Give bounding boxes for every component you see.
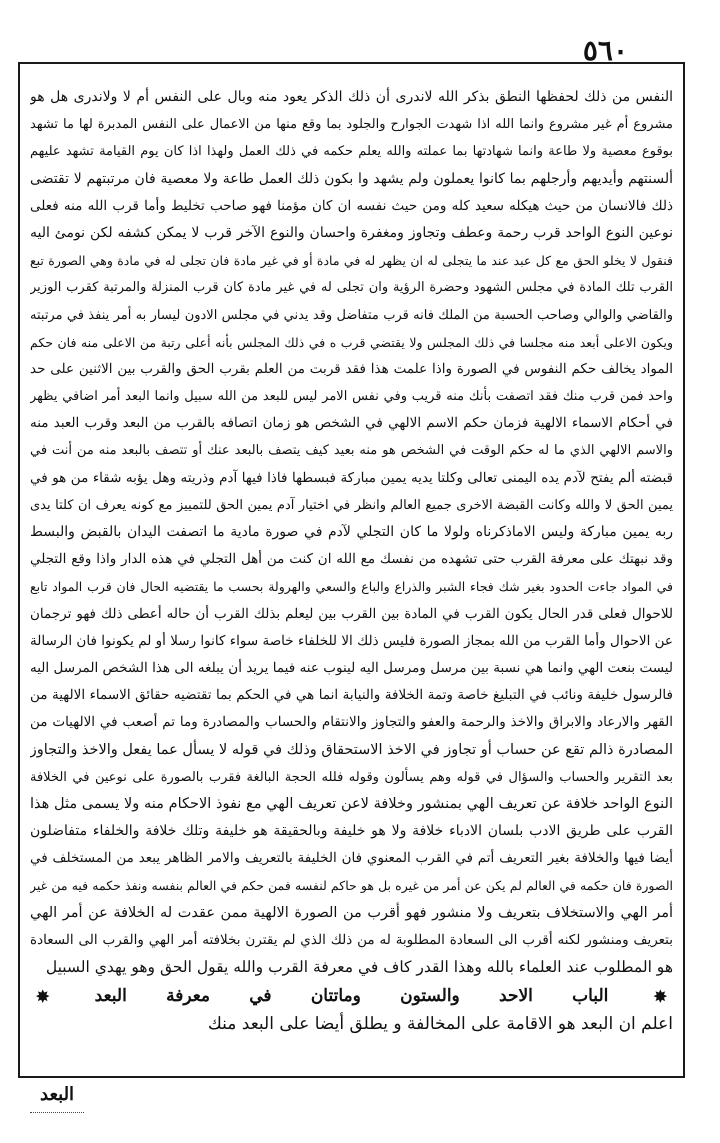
- ornament-left-icon: ✸: [36, 986, 50, 1006]
- chapter-heading: [30, 981, 673, 1011]
- text-line: مشروع أم غير مشروع وانما الله اذا شهدت الجوارح والجلود بما وقع منها من الاعمال على النفس المدبرة لها ما تشهد: [30, 117, 673, 133]
- catchword: البعد: [40, 1084, 75, 1105]
- catchword-rule: [30, 1112, 84, 1113]
- text-line: الصورة فان حكمه في العالم لم يكن عن أمر من غيره بل هو حاكم لنفسه فمن حكم في العالم بنفسه ونفذ حكمه فيه من غير: [30, 878, 673, 894]
- text-line: القرب تلك المادة في مجلس الشهود وحضرة الرؤية وان تجلى له في غير مادة كان قرب المنزلة والمرتبة كقرب الوزير: [30, 280, 673, 296]
- text-line: في المواد جاءت الحدود بغير شك فجاء الشبر والذراع والباع والسعي والهرولة بحسب ما يقتضيه الحال فان قرب المواد تابع: [30, 579, 673, 595]
- text-line: بوقوع معصية ولا طاعة وانما شهادتها بما عملته والله يعلم حكمه في ذلك العمل ولهذا اذا كان يوم القيامة تشهد عليهم: [30, 144, 673, 160]
- chapter-heading-text: الباب الاحد والستون وماتتان في معرفة البعد: [94, 986, 609, 1007]
- text-line: القهر والارعاد والابراق والاخذ والرحمة والعفو والتجاوز والانتقام والحساب والمصادرة وما تم أصعب في الالهيات من: [30, 714, 673, 731]
- text-line: بتعريف ومنشور لكنه أقرب الى السعادة المطلوبة له من ذلك الذي لم يقترن بخلافته أمر الهي والقرب الى السعادة: [30, 931, 673, 948]
- text-line: ربه يمين مباركة وليس الاماذكرناه ولولا ما كان التجلي لآدم في صورة مادية ما اتصفت اليدان بالقبض والبسط: [30, 524, 673, 540]
- text-line: النفس من ذلك لحفظها النطق بذكر الله لاندرى أن ذلك الذكر يعود منه وبال على النفس أم لا ولاندرى هل هو: [30, 89, 673, 105]
- text-line: ويكون الاعلى أبعد منه مجلسا في ذلك المجلس ولا يقتضي قرب ه في ذلك المجلس بأنه أعلى رتبة من الاعلى منه فان حكم: [30, 334, 673, 350]
- text-line: قبضته ألم يفتح لآدم يده اليمنى تعالى وكلتا يديه يمين مباركة فبسطها فاذا فيها آدم وذريته وهل يؤبه شقاء من هو في: [30, 469, 673, 486]
- text-line: بعد التقرير والحساب والسؤال في قوله وهم يسألون وقوله فلله الحجة البالغة فقرب بالصورة على نوعين في الخلافة: [30, 769, 673, 785]
- text-frame: [18, 62, 685, 1078]
- text-line: فنقول لا يخلو الحق مع كل عبد عند ما يتجلى له ان يظهر له في مادة أو في غير مادة فان تجلى له في مادة وهي الصورة تبع: [30, 253, 673, 269]
- text-line: ليست بنعت الهي وانما هي نسبة بين مرسل ومرسل اليه لينوب عنه فيما يريد أن يبلغه الى هذا الشخص المرسل اليه: [30, 659, 673, 676]
- text-line: أمر الهي والاستخلاف بتعريف ولا منشور فهو أقرب من الصورة الالهية ممن عقدت له الخلافة عن أمر الهي: [30, 904, 673, 921]
- text-line: فالرسول خليفة ونائب في التبليغ خاصة وتمة الخلافة والنيابة انما هي في الحكم بما تقتضيه حقائق الاسماء الالهية من: [30, 687, 673, 704]
- text-line: ذلك فالانسان من حيث هيكله سعيد كله ومن حيث نفسه ان كان مؤمنا فهو صاحب تخليط وأما قرب الله منه فعلى: [30, 197, 673, 214]
- final-text-line: اعلم ان البعد هو الاقامة على المخالفة و يطلق أيضا على البعد منك: [207, 1014, 673, 1035]
- ornament-right-icon: ✸: [653, 986, 668, 1006]
- text-line: للاحوال فعلى قدر الحال يكون القرب في المادة بين القرب بين ليعلم بذلك القرب أن حاله أعطى ذلك فهو ترجمان: [30, 605, 673, 622]
- text-line: في أحكام الاسماء الالهية فزمان حكم الاسم الالهي في الشخص هو زمان اتصافه بالقرب من البعد وقرب العبد منه: [30, 415, 673, 432]
- text-line: المواد يخالف حكم النفوس في الصورة واذا علمت هذا فقد قربت من العلم بقرب الحق والقرب بين الاثنين على حد: [30, 360, 673, 377]
- text-line: نوعين النوع الواحد قرب رحمة وعطف وتجاوز ومغفرة واحسان والنوع الآخر قرب لا يمكن كشفه لكن نومئ اليه: [30, 224, 673, 241]
- text-line: والاسم الالهي الذي ما له حكم الوقت في الشخص هو منه بعيد كيف يتصف بالبعد عنك أو تتصف بالبعد منه من أنت في: [30, 443, 673, 459]
- body-text: [30, 84, 673, 1038]
- page-number: ٥٦٠: [582, 34, 628, 67]
- text-line: والقاضي والوالي وصاحب الحسبة من الملك فانه قرب متفاضل وقد يدني في مجلس الادون ليسار به أمر ينفذ في مرتبته: [30, 307, 673, 323]
- text-line: أيضا فيها والخلافة بغير التعريف أتم في القرب المعنوي فان الخليفة بالتعريف والامر الظاهر يبعد من المستخلف في: [30, 850, 673, 867]
- text-line: هو المطلوب عند العلماء بالله وهذا القدر كاف في معرفة القرب والله يقول الحق وهو يهدي السبيل: [45, 958, 673, 976]
- text-line: النوع الواحد خلافة عن تعريف الهي بمنشور وخلافة لاعن تعريف الهي مع نفوذ الاحكام منه ولا يسمى مثل هذا: [30, 795, 673, 812]
- text-line: يمين الحق لا والله وكانت القبضة الاخرى جميع العالم وانظر في اختيار آدم يمين الحق للتمييز مع كونه يعرف ان كلتا يدى: [30, 497, 673, 513]
- text-line: المصادرة ذالم تقع عن حساب أو تجاوز في الاخذ الاستحقاق وذلك في قوله لا يسأل عما يفعل والاخذ والتجاوز: [30, 741, 673, 758]
- text-line: واحد فمن قرب منك فقد اتصفت بأنك منه قريب وفي نفس الامر ليس للبعد من الله سبيل وانما البعد أمر اضافي يظهر: [30, 389, 673, 405]
- text-line: وقد نبهتك على معرفة القرب حتى تشهده من نفسك مع الله ان كنت من أهل التجلي في هذه الدار واذا وقع التجلي: [30, 551, 673, 568]
- text-line: عن الاحوال وأما القرب من الله بمجاز الصورة فليس ذلك الا للخلفاء خاصة سواء كانوا رسلا أو لم يكونوا فان الرسالة: [30, 632, 673, 649]
- text-line: القرب على طريق الادب بلسان الادباء خلافة ولا هو خليفة وبالحقيقة هو خليفة وتلك خلافة والخلفاء متفاضلون: [30, 823, 673, 840]
- text-line: ألسنتهم وأيديهم وأرجلهم بما كانوا يعملون ولم يشهد وا بكون ذلك العمل طاعة ولا معصية فان مرتبتهم لا تقتضى: [30, 170, 673, 187]
